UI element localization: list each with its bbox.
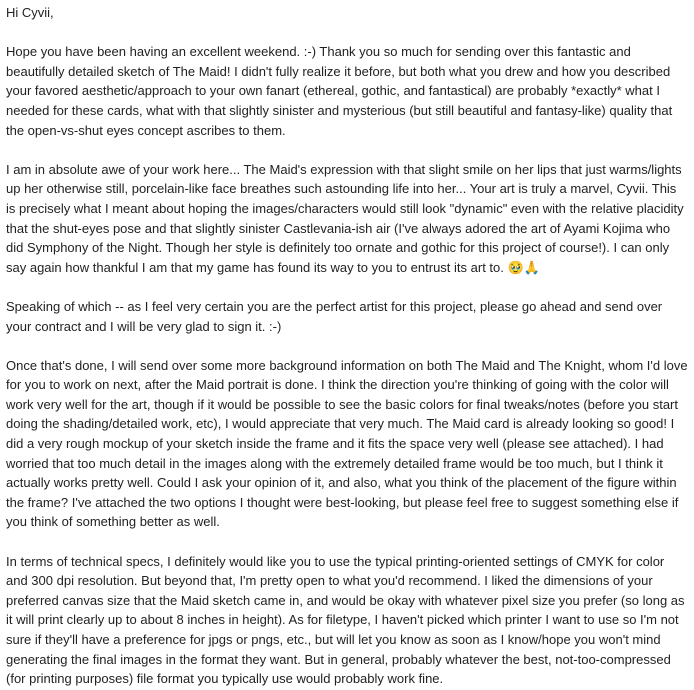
- email-paragraph-5: In terms of technical specs, I definitely would like you to use the typical printing-oriented settings of CMYK for color and 300 dpi resolution. But beyond that, I'm pretty open to what you'd recommend. I liked the dimensions of your preferred canvas size that the Maid sketch came in, and would be okay with whatever pixel size you prefer (so long as it will print clearly up to about 8 inches in height). As for filetype, I haven't picked which printer I want to use so I'm not sure if they'll have a preference for jpgs or pngs, etc., but will let you know as soon as I know/hope you won't mind generating the final images in the format they want. But in general, probably whatever the best, not-too-compressed (for printing purposes) file format you typically use would probably work fine.: [6, 553, 685, 687]
- email-paragraph-2: I am in absolute awe of your work here... The Maid's expression with that slight smile on her lips that just warms/lights up her otherwise still, porcelain-like face breathes such astounding life into her... Your art is truly a marvel, Cyvii. This is precisely what I meant about hoping the images/characters would still look "dynamic" even with the relative placidity that the shut-eyes pose and that slightly sinister Castlevania-ish air (I've always adored the art of Ayami Kojima who did Symphony of the Night. Though her style is definitely too ornate and gothic for this project of course!). I can only say again how thankful I am that my game has found its way to you to entrust its art to. 🥹🙏: [6, 161, 684, 275]
- email-paragraph-4: Once that's done, I will send over some more background information on both The Maid and The Knight, whom I'd love for you to work on next, after the Maid portrait is done. I think the direction you're thinking of going with the color will work very well for the art, though if it would be possible to see the basic colors for final tweaks/notes (before you start doing the shading/detailed work, etc), I would appreciate that very much. The Maid card is already looking so good! I did a very rough mockup of your sketch inside the frame and it fits the space very well (please see attached). I had worried that too much detail in the images along with the extremely detailed frame would be too much, but I think it actually works pretty well. Could I ask your opinion of it, and also, what you think of the placement of the figure within the frame? I've attached the two options I thought were best-looking, but please feel free to suggest something else if you think of something better as well.: [6, 357, 688, 530]
- email-paragraph-3: Speaking of which -- as I feel very certain you are the perfect artist for this project, please go ahead and send over your contract and I will be very glad to sign it. :-): [6, 298, 663, 334]
- email-paragraph-1: Hope you have been having an excellent weekend. :-) Thank you so much for sending over this fantastic and beautifully detailed sketch of The Maid! I didn't fully realize it before, but both what you drew and how you described your favored aesthetic/approach to your own fanart (ethereal, gothic, and fantastical) are probably *exactly* what I needed for these cards, what with that slightly sinister and mysterious (but still beautiful and fantasy-like) quality that the open-vs-shut eyes concept ascribes to them.: [6, 44, 673, 138]
- email-greeting: Hi Cyvii,: [6, 5, 54, 20]
